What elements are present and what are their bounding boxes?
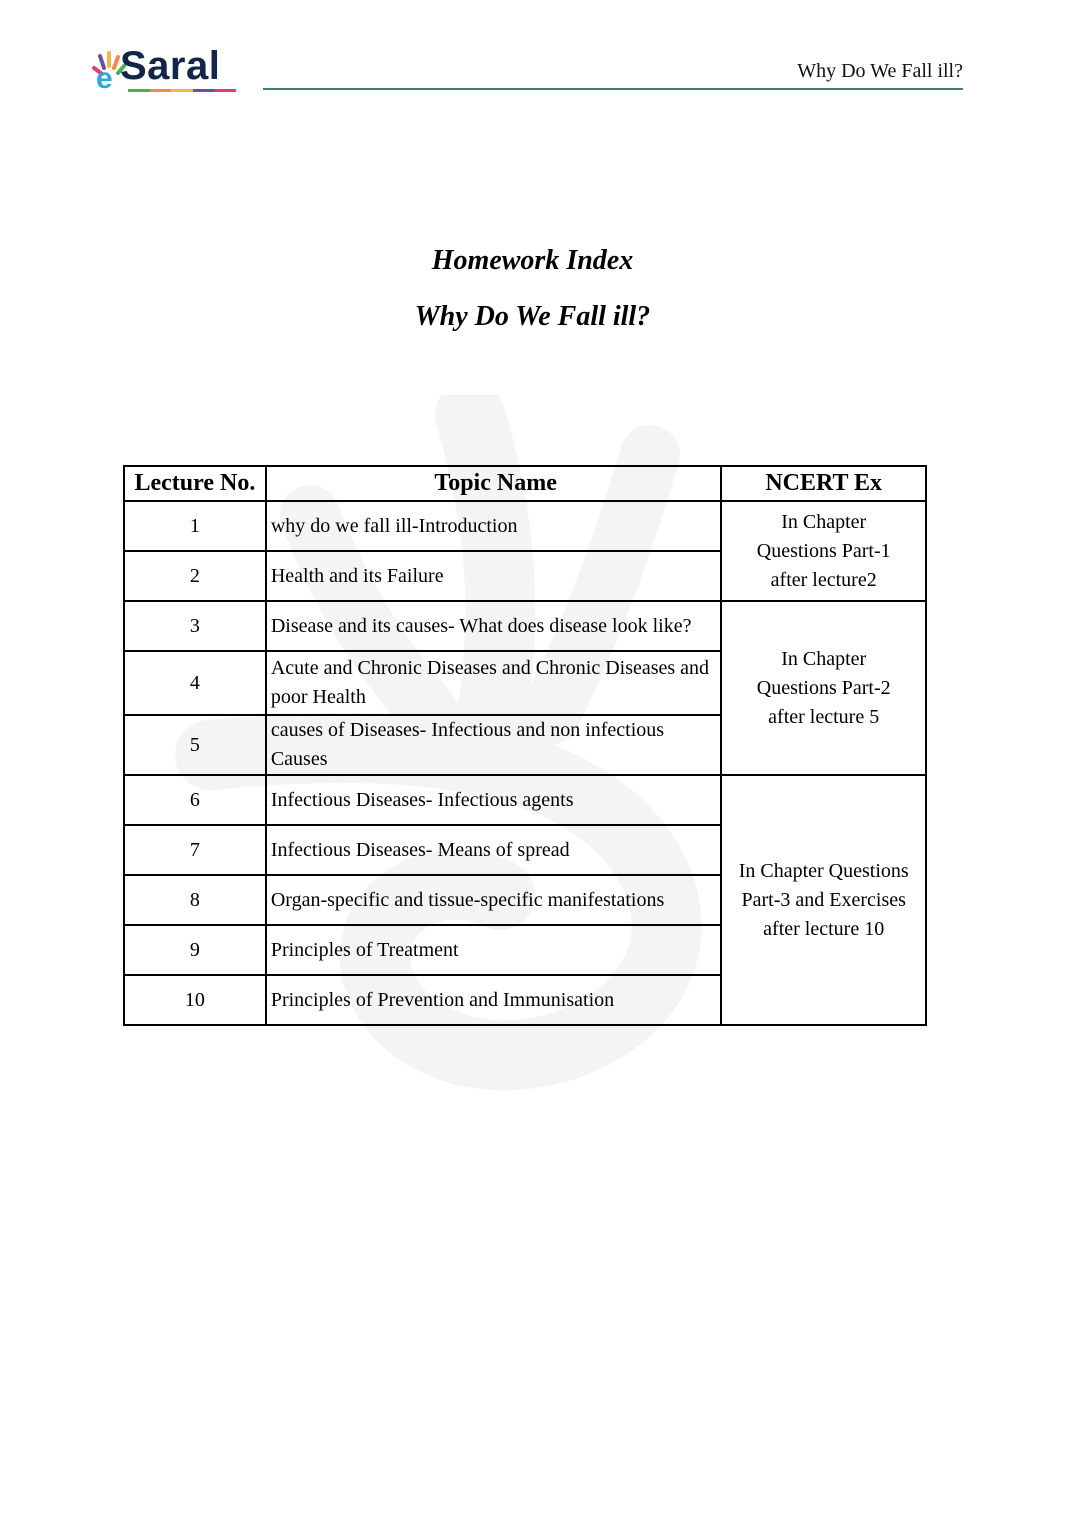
topic-name: Principles of Prevention and Immunisation <box>266 975 722 1025</box>
header-ncert-ex: NCERT Ex <box>721 466 926 501</box>
topic-name: Acute and Chronic Diseases and Chronic Diseases and poor Health <box>266 651 722 715</box>
table-header-row <box>124 466 926 501</box>
table-row <box>124 601 926 651</box>
esaral-logo <box>88 44 238 95</box>
lecture-no: 1 <box>124 501 266 551</box>
topic-name: Principles of Treatment <box>266 925 722 975</box>
topic-name: causes of Diseases- Infectious and non infectious Causes <box>266 715 722 775</box>
logo-text: Saral <box>120 44 221 88</box>
lecture-no: 3 <box>124 601 266 651</box>
table-row <box>124 775 926 825</box>
topic-name: Infectious Diseases- Infectious agents <box>266 775 722 825</box>
lecture-no: 6 <box>124 775 266 825</box>
ncert-exercise: In Chapter Questions Part-1 after lecture2 <box>721 501 926 601</box>
topic-name: Infectious Diseases- Means of spread <box>266 825 722 875</box>
topic-name: Health and its Failure <box>266 551 722 601</box>
lecture-no: 9 <box>124 925 266 975</box>
document-subtitle: Why Do We Fall ill? <box>414 301 651 332</box>
table-row <box>124 501 926 551</box>
lecture-no: 2 <box>124 551 266 601</box>
lecture-no: 4 <box>124 651 266 715</box>
lecture-no: 7 <box>124 825 266 875</box>
lecture-no: 8 <box>124 875 266 925</box>
running-title: Why Do We Fall ill? <box>797 60 963 82</box>
lecture-no: 5 <box>124 715 266 775</box>
ncert-exercise: In Chapter Questions Part-3 and Exercises after lecture 10 <box>721 775 926 1025</box>
homework-index-table <box>123 465 927 1026</box>
header-topic-name: Topic Name <box>266 466 722 501</box>
topic-name: why do we fall ill-Introduction <box>266 501 722 551</box>
header-lecture-no: Lecture No. <box>124 466 266 501</box>
ncert-exercise: In Chapter Questions Part-2 after lecture 5 <box>721 601 926 775</box>
header-rule <box>263 88 963 90</box>
topic-name: Organ-specific and tissue-specific manifestations <box>266 875 722 925</box>
document-title: Homework Index <box>431 245 634 276</box>
logo-e: e <box>96 62 113 95</box>
lecture-no: 10 <box>124 975 266 1025</box>
topic-name: Disease and its causes- What does disease look like? <box>266 601 722 651</box>
logo-underline <box>128 89 236 92</box>
